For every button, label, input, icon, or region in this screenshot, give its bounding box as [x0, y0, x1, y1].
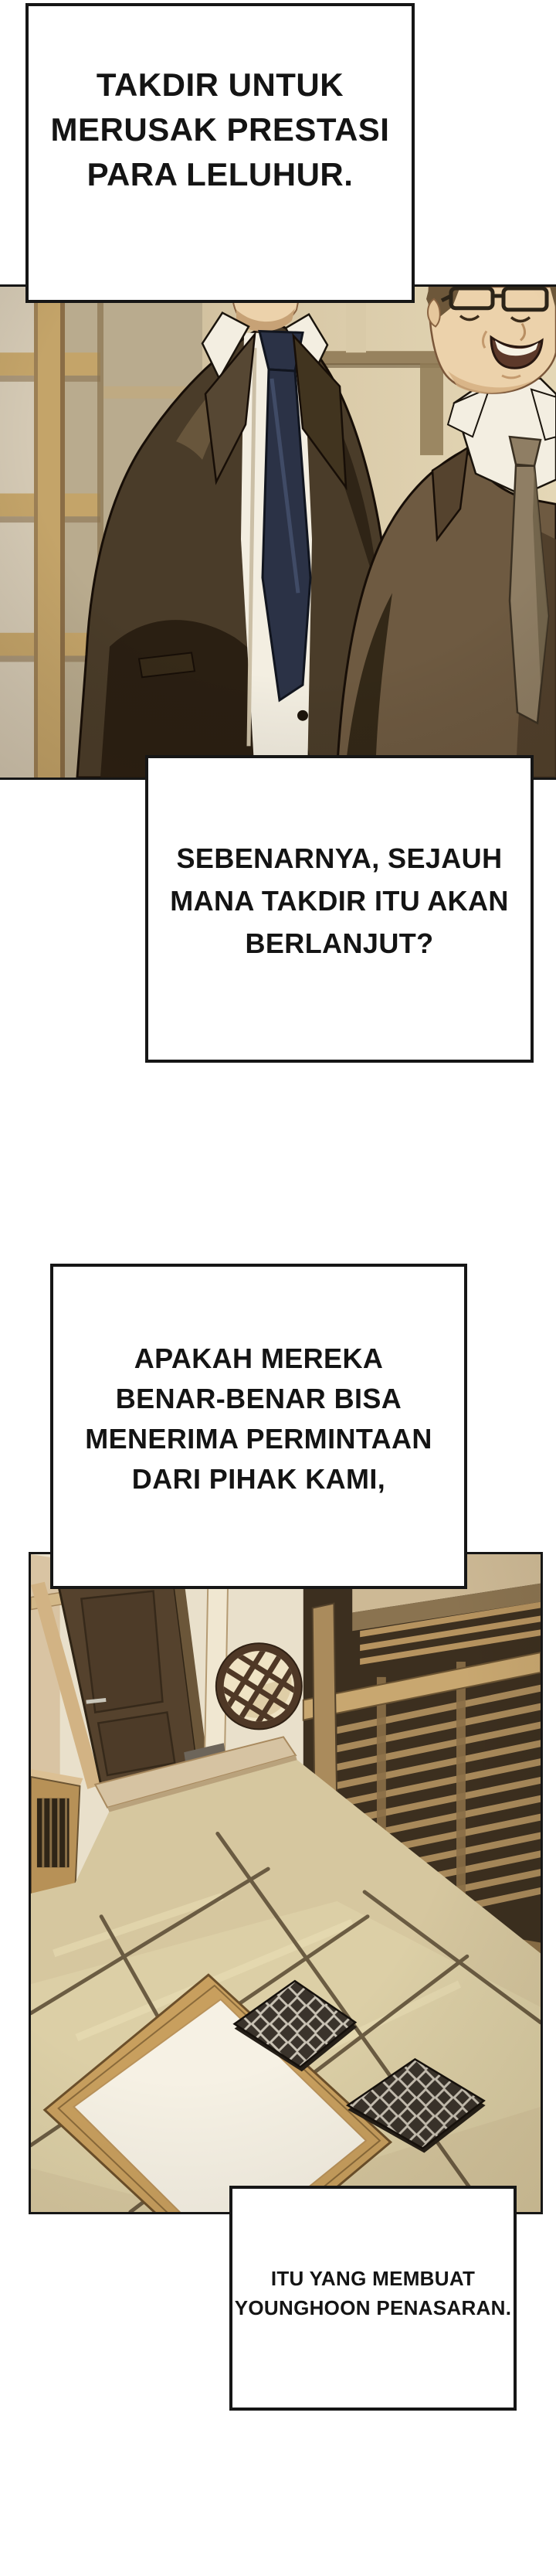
vignette: [0, 287, 556, 778]
narration-box-3: [50, 1264, 467, 1589]
narration-line: MENERIMA PERMINTAAN: [85, 1423, 432, 1455]
narration-box-1: [25, 3, 415, 303]
suits-scene-illustration: [0, 287, 556, 778]
panel-two-men-in-suits: [0, 284, 556, 780]
room-scene-illustration: [31, 1554, 541, 2212]
narration-line: BERLANJUT?: [245, 927, 434, 959]
narration-line: SEBENARNYA, SEJAUH: [176, 842, 503, 874]
narration-line: MERUSAK PRESTASI: [50, 111, 390, 148]
narration-box-2: [145, 755, 534, 1063]
narration-line: TAKDIR UNTUK: [96, 66, 344, 103]
narration-line: APAKAH MEREKA: [134, 1342, 384, 1374]
narration-line: ITU YANG MEMBUAT: [270, 2267, 476, 2290]
narration-line: YOUNGHOON PENASARAN.: [234, 2296, 512, 2319]
narration-text: [29, 63, 412, 197]
narration-box-4: [229, 2186, 517, 2411]
panel-japanese-room: [29, 1552, 543, 2214]
narration-line: BENAR-BENAR BISA: [115, 1383, 402, 1414]
narration-line: DARI PIHAK KAMI,: [131, 1463, 386, 1495]
narration-text: [232, 2264, 514, 2322]
vignette: [31, 1554, 541, 2212]
narration-line: PARA LELUHUR.: [86, 156, 354, 192]
narration-text: [53, 1339, 464, 1499]
narration-line: MANA TAKDIR ITU AKAN: [170, 885, 509, 917]
narration-text: [148, 837, 531, 965]
